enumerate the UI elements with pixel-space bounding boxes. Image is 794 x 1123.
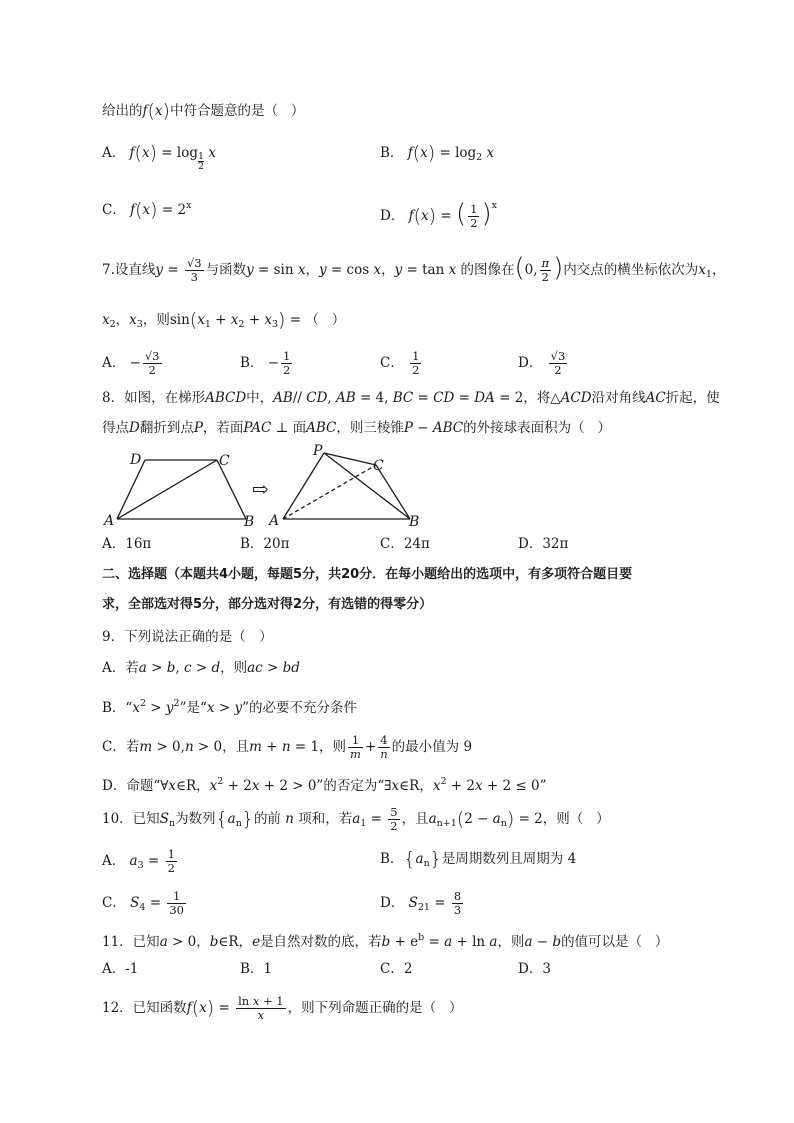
fig2-label-p: P <box>313 443 323 459</box>
q7-stem: 7.设直线y = $\frac{√3}{3}$ 与函数y = sin x，y = cos x，y = tan x 的图像在(0, $\frac{\pi}{2}$ )内交点的横坐标依次为$x_1$， <box>102 253 726 284</box>
q6-stem: 给出的f(x)中符合题意的是（ ） <box>102 100 305 122</box>
q8-stem-2: 得点D翻折到点P，若面PAC ⊥ 面ABC，则三棱锥P − ABC的外接球表面积为（ ） <box>102 420 612 436</box>
q7-option-a: A． − $\frac{√3}{2}$ <box>102 349 160 377</box>
fig2-label-c: C <box>373 458 384 474</box>
q9-stem: 9．下列说法正确的是（ ） <box>102 629 273 645</box>
q10-option-a: A． $a_3$ = $\frac{1}{2}$ <box>102 847 175 875</box>
fold-arrow: ⇨ <box>252 477 269 501</box>
q8-option-d: D．32π <box>518 536 569 552</box>
fig1-label-c: C <box>219 453 230 469</box>
q6-option-b: B． $f(x) = \log_2 x$ <box>380 142 495 164</box>
q12-stem: 12．已知函数f(x) = $\frac{\text{ln x + 1}}{x}$ ，则下列命题正确的是（ ） <box>102 994 463 1022</box>
q6-option-a: A． f(x) = log $\frac{1}{2}$ x <box>102 142 216 172</box>
q8-stem: 8．如图，在梯形ABCD中，AB// CD, AB = 4, BC = CD = DA = 2，将△ACD沿对角线AC折起，使 <box>102 390 720 406</box>
q11-option-d: D．3 <box>518 961 551 977</box>
fig1-label-a: A <box>104 513 115 529</box>
q6-option-c: C． $f(x) = 2^x$ <box>102 199 192 221</box>
q10-option-d: D． $S_{21}$ = $\frac{8}{3}$ <box>380 889 462 917</box>
q10-option-b: B．$\{a_n\}$是周期数列且周期为 4 <box>380 848 577 870</box>
q11-option-a: A．-1 <box>102 961 139 977</box>
q9-option-b: B．“$x^2 > y^2$”是“x > y”的必要不充分条件 <box>102 698 357 716</box>
section-2-heading: 二、选择题（本题共4小题，每题5分，共20分．在每小题给出的选项中，有多项符合题目要 <box>102 567 633 582</box>
fig2-label-a: A <box>269 513 280 529</box>
fig1-label-b: B <box>244 514 255 530</box>
q6-option-d: D． f(x) = ( $\frac{1}{2}$ )$^x$ <box>380 199 497 230</box>
q11-option-b: B．1 <box>240 961 273 977</box>
q9-option-d: D．命题“∀x∈R，$x^2 + 2x + 2 > 0$”的否定为“∃x∈R，$x^2 + 2x + 2 \le 0$” <box>102 776 547 794</box>
q11-option-c: C．2 <box>380 961 413 977</box>
q10-stem: 10．已知$S_n$为数列$\{a_n\}$的前 n 项和，若$a_1$ = $\frac{5}{2}$ ，且$a_{n+1}(2 - a_n) = 2$，则（ ） <box>102 805 610 833</box>
fig2-label-b: B <box>409 514 420 530</box>
q7-option-c: C． $\frac{1}{2}$ <box>380 349 420 377</box>
q7-option-d: D． $\frac{√3}{2}$ <box>518 349 566 377</box>
q8-figure <box>0 443 794 533</box>
section-2-heading-2: 求，全部选对得5分，部分选对得2分，有选错的得零分） <box>102 597 433 612</box>
q10-option-c: C． $S_4$ = $\frac{1}{30}$ <box>102 889 184 917</box>
fig1-label-d: D <box>130 452 142 468</box>
pyramid-figure <box>283 453 410 519</box>
q8-option-a: A．16π <box>102 536 152 552</box>
q7-option-b: B． − $\frac{1}{2}$ <box>240 349 291 377</box>
q8-option-b: B．20π <box>240 536 290 552</box>
q8-option-c: C．24π <box>380 536 430 552</box>
q9-option-c: C．若m > 0,n > 0，且m + n = 1，则 $\frac{1}{m}$ + $\frac{4}{n}$ 的最小值为 9 <box>102 733 473 761</box>
q9-option-a: A．若a > b, c > d，则ac > bd <box>102 660 300 676</box>
q7-stem-2: $x_2$，$x_3$，则$\sin(x_1 + x_2 + x_3)$ = （ ） <box>102 309 346 331</box>
q11-stem: 11．已知a > 0，b∈R，e是自然对数的底，若$b + e^b = a + \ln a$，则a − b的值可以是（ ） <box>102 932 669 950</box>
